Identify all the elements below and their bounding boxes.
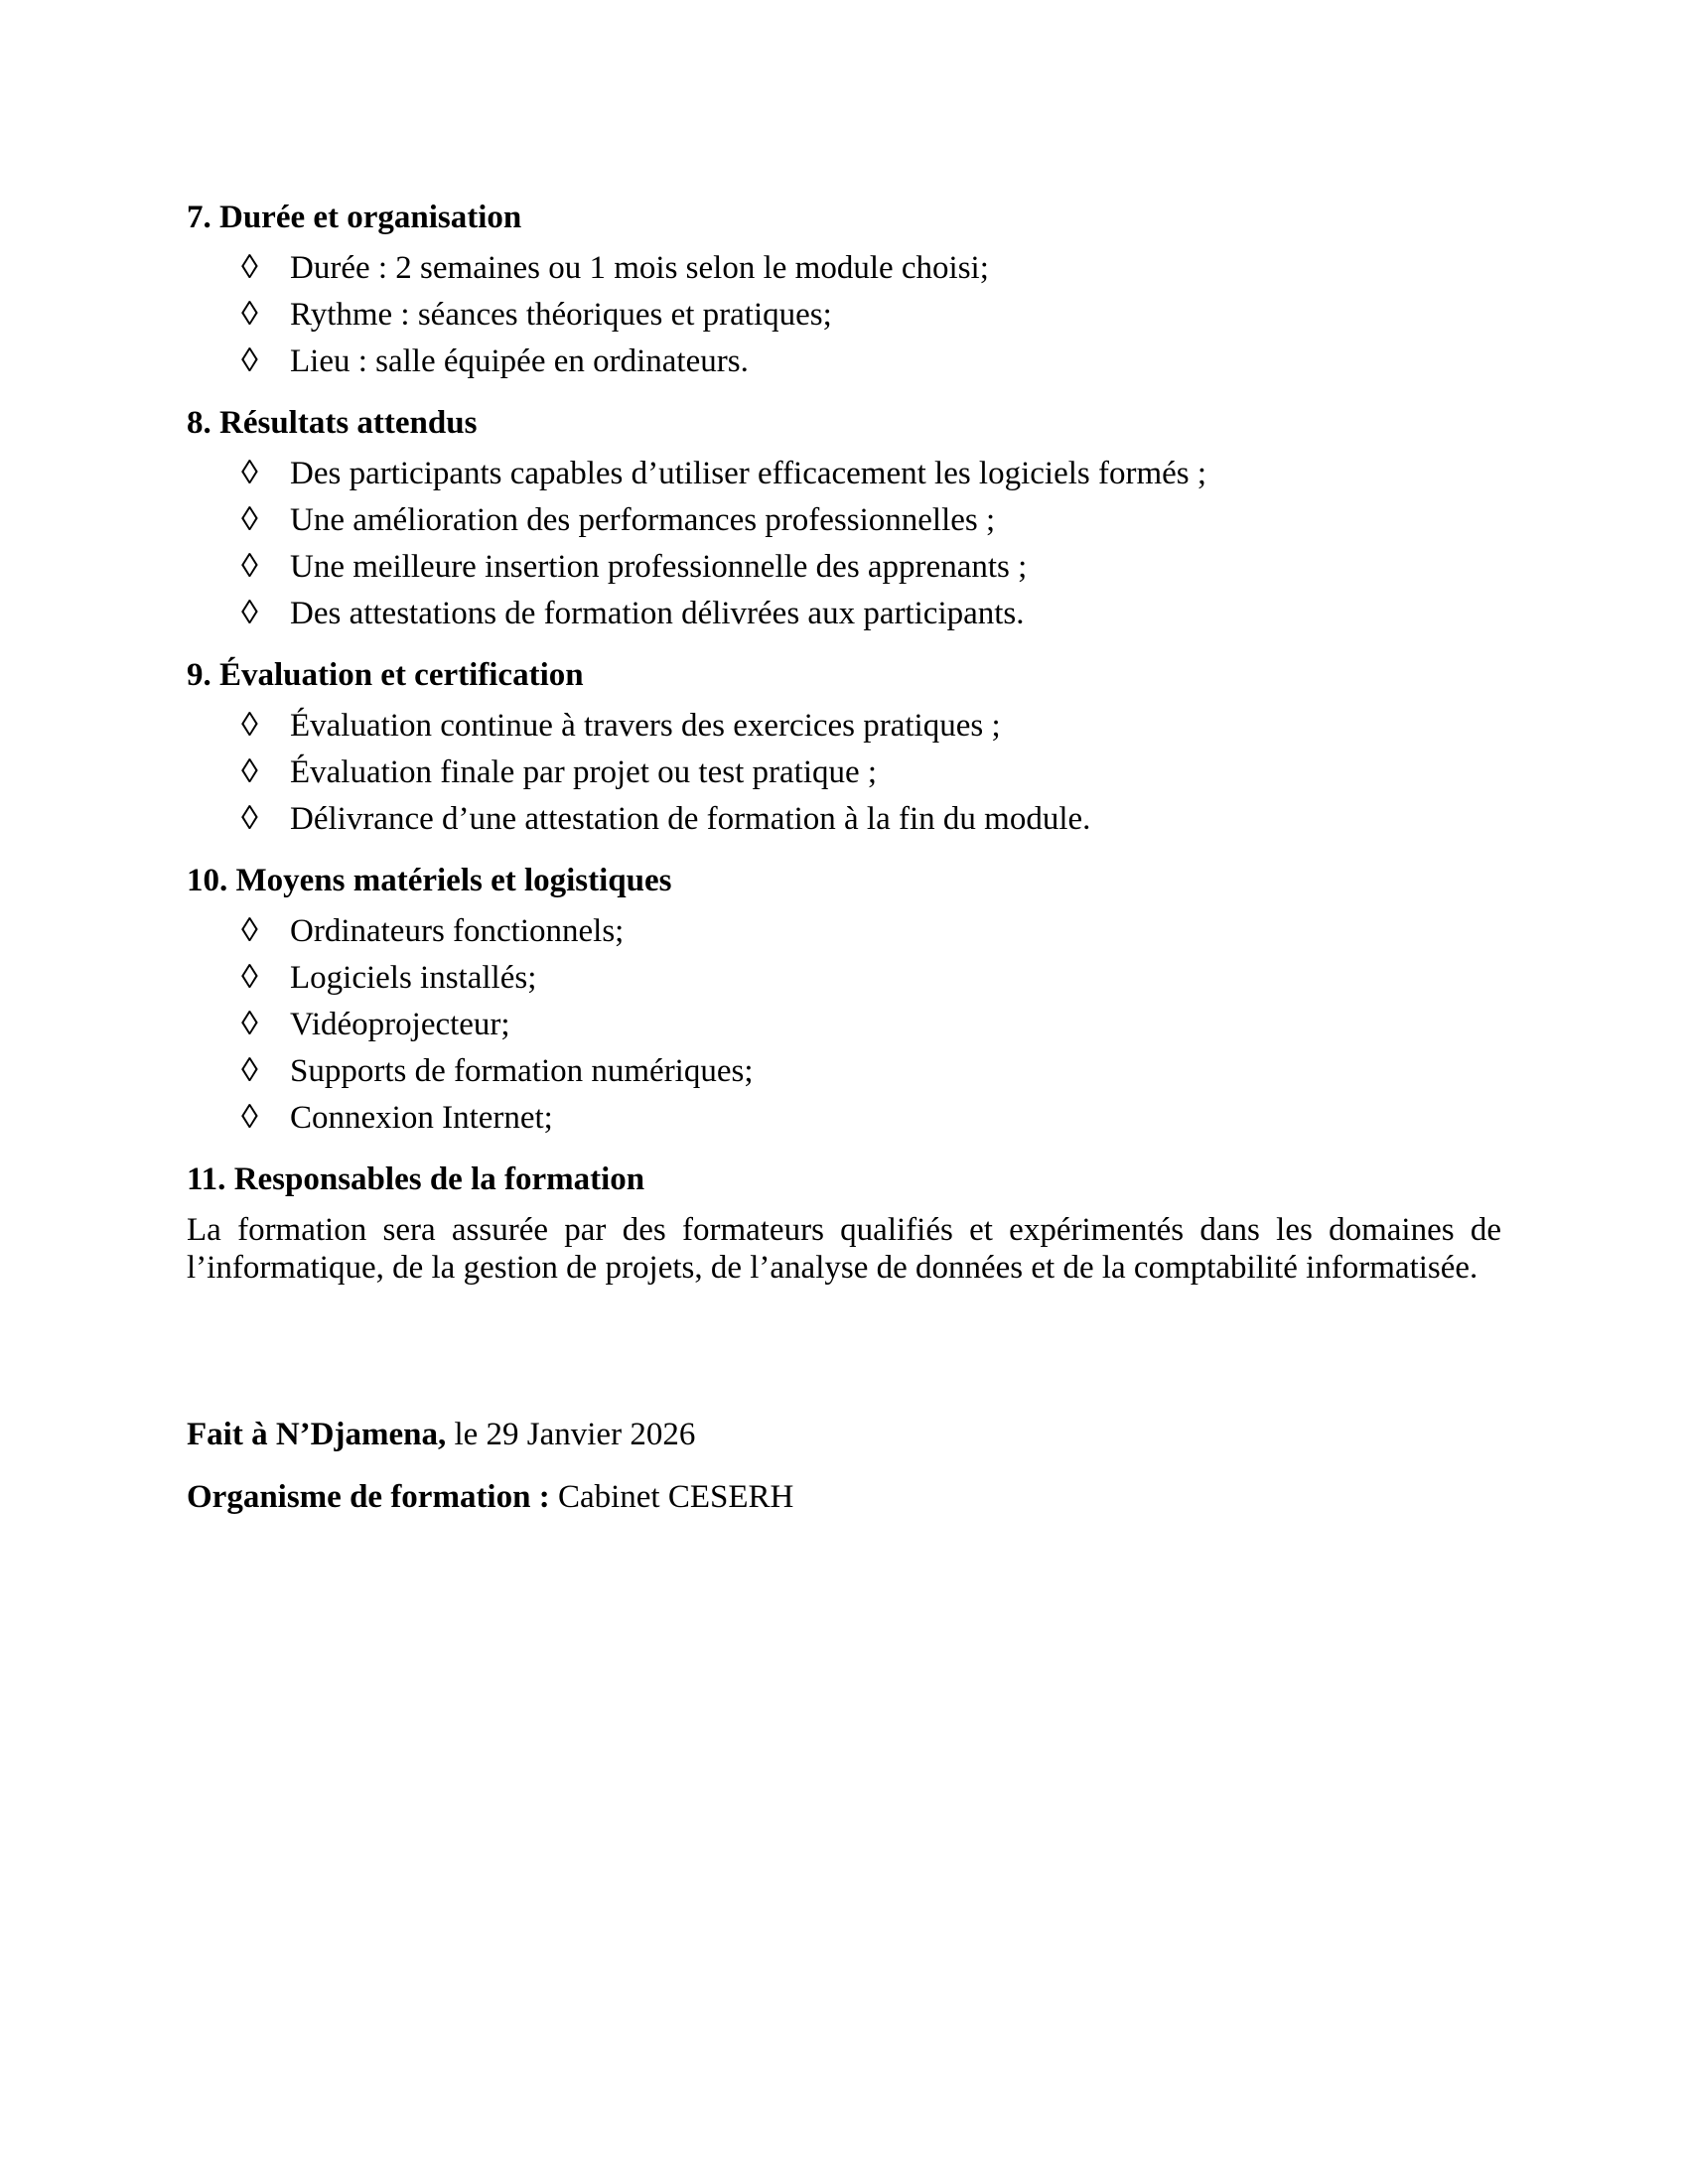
diamond-bullet-icon: ◊ (241, 342, 258, 379)
bullet-text: Lieu : salle équipée en ordinateurs. (290, 343, 749, 379)
bullet-item (187, 707, 1501, 745)
bullet-text: Des attestations de formation délivrées aux participants. (290, 596, 1025, 631)
bullet-text: Une meilleure insertion professionnelle des apprenants ; (290, 549, 1028, 585)
bullet-item (187, 753, 1501, 791)
section-title: Évaluation et certification (219, 657, 584, 693)
bullet-item (187, 455, 1501, 492)
section-paragraph: La formation sera assurée par des formateurs qualifiés et expérimentés dans les domaines de l’informatique, de la gestion de projets, de l’analyse de données et de la comptabilité informatisée. (187, 1212, 1501, 1286)
section-title: Durée et organisation (219, 200, 522, 235)
diamond-bullet-icon: ◊ (241, 249, 258, 286)
bullet-text: Durée : 2 semaines ou 1 mois selon le module choisi; (290, 250, 989, 286)
bullet-text: Rythme : séances théoriques et pratiques; (290, 297, 832, 333)
diamond-bullet-icon: ◊ (241, 707, 258, 744)
section-number: 9. (187, 657, 211, 693)
diamond-bullet-icon: ◊ (241, 800, 258, 837)
diamond-bullet-icon: ◊ (241, 455, 258, 491)
bullet-text: Une amélioration des performances professionnelles ; (290, 502, 996, 538)
section-title: Résultats attendus (219, 405, 478, 441)
bullet-item (187, 342, 1501, 380)
diamond-bullet-icon: ◊ (241, 753, 258, 790)
diamond-bullet-icon: ◊ (241, 548, 258, 585)
bullet-item (187, 800, 1501, 838)
document-section (187, 1160, 1501, 1287)
bullet-text: Supports de formation numériques; (290, 1053, 754, 1089)
bullet-item (187, 296, 1501, 334)
bullet-text: Des participants capables d’utiliser efficacement les logiciels formés ; (290, 456, 1207, 491)
diamond-bullet-icon: ◊ (241, 1006, 258, 1042)
section-title: Responsables de la formation (233, 1161, 645, 1197)
closing-place-bold: Fait à N’Djamena, (187, 1417, 447, 1452)
section-heading (187, 1160, 1501, 1198)
document-content (187, 199, 1501, 1516)
closing-place-line (187, 1416, 1501, 1453)
document-section (187, 404, 1501, 632)
bullet-text: Connexion Internet; (290, 1100, 553, 1136)
bullet-text: Évaluation finale par projet ou test pratique ; (290, 754, 878, 790)
bullet-item (187, 959, 1501, 997)
bullet-list (187, 707, 1501, 838)
sections-container (187, 199, 1501, 1287)
section-number: 10. (187, 863, 228, 898)
bullet-item (187, 1006, 1501, 1043)
closing-organization-line (187, 1478, 1501, 1516)
diamond-bullet-icon: ◊ (241, 1099, 258, 1136)
bullet-list (187, 249, 1501, 380)
bullet-list (187, 455, 1501, 632)
bullet-text: Logiciels installés; (290, 960, 537, 996)
section-heading (187, 404, 1501, 442)
bullet-text: Vidéoprojecteur; (290, 1007, 510, 1042)
bullet-item (187, 1052, 1501, 1090)
closing-organization-bold: Organisme de formation : (187, 1479, 550, 1515)
document-section (187, 862, 1501, 1137)
bullet-item (187, 249, 1501, 287)
bullet-list (187, 912, 1501, 1137)
bullet-item (187, 501, 1501, 539)
section-heading (187, 199, 1501, 236)
closing-place-rest: le 29 Janvier 2026 (446, 1417, 696, 1452)
diamond-bullet-icon: ◊ (241, 959, 258, 996)
section-number: 11. (187, 1161, 226, 1197)
section-heading (187, 656, 1501, 694)
diamond-bullet-icon: ◊ (241, 595, 258, 631)
closing-organization-rest: Cabinet CESERH (549, 1479, 794, 1515)
diamond-bullet-icon: ◊ (241, 296, 258, 333)
section-number: 7. (187, 200, 211, 235)
section-title: Moyens matériels et logistiques (235, 863, 672, 898)
section-number: 8. (187, 405, 211, 441)
diamond-bullet-icon: ◊ (241, 501, 258, 538)
bullet-text: Évaluation continue à travers des exercices pratiques ; (290, 708, 1001, 744)
document-section (187, 656, 1501, 838)
bullet-item (187, 1099, 1501, 1137)
bullet-item (187, 548, 1501, 586)
bullet-text: Délivrance d’une attestation de formation à la fin du module. (290, 801, 1091, 837)
bullet-item (187, 912, 1501, 950)
document-section (187, 199, 1501, 380)
bullet-item (187, 595, 1501, 632)
diamond-bullet-icon: ◊ (241, 1052, 258, 1089)
diamond-bullet-icon: ◊ (241, 912, 258, 949)
section-heading (187, 862, 1501, 899)
bullet-text: Ordinateurs fonctionnels; (290, 913, 625, 949)
